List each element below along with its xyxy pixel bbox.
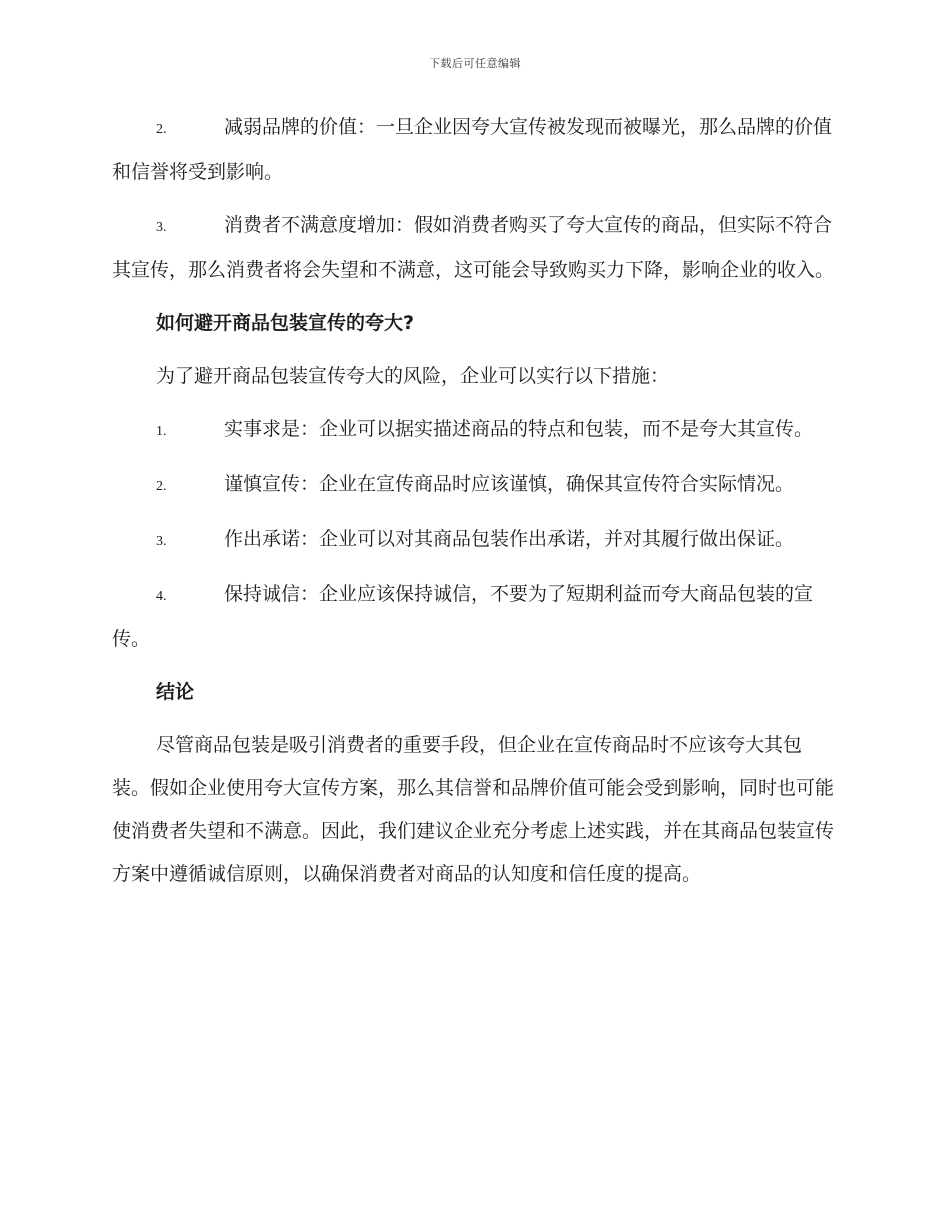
section-intro-paragraph: 为了避开商品包装宣传夸大的风险，企业可以实行以下措施：: [156, 365, 670, 387]
list-item-text: 谨慎宣传：企业在宣传商品时应该谨慎，确保其宣传符合实际情况。: [224, 473, 795, 495]
list-item-text: 实事求是：企业可以据实描述商品的特点和包装，而不是夸大其宣传。: [224, 418, 814, 440]
list-item-text: 保持诚信：企业应该保持诚信，不要为了短期利益而夸大商品包装的宣传。: [112, 583, 814, 650]
list-item-number: 1.: [156, 424, 167, 439]
list-item-text: 消费者不满意度增加：假如消费者购买了夸大宣传的商品，但实际不符合其宣传，那么消费者将会失望和不满意，这可能会导致购买力下降，影响企业的收入。: [112, 214, 835, 281]
section-heading: 如何避开商品包装宣传的夸大?: [156, 312, 415, 334]
list-item-number: 3.: [156, 220, 167, 235]
page-header: 下载后可任意编辑: [429, 57, 521, 70]
list-item: [112, 573, 834, 661]
list-item-number: 3.: [156, 534, 167, 549]
list-item: [112, 106, 834, 194]
list-item: [112, 204, 834, 292]
list-item-text: 减弱品牌的价值：一旦企业因夸大宣传被发现而被曝光，那么品牌的价值和信誉将受到影响。: [112, 116, 833, 183]
list-item: [112, 518, 834, 563]
list-item-text: 作出承诺：企业可以对其商品包装作出承诺，并对其履行做出保证。: [224, 528, 795, 550]
list-item-number: 2.: [156, 122, 167, 137]
list-item: [112, 408, 834, 453]
list-item-number: 2.: [156, 479, 167, 494]
list-item-number: 4.: [156, 589, 167, 604]
conclusion-heading: 结论: [156, 681, 195, 703]
conclusion-paragraph: 尽管商品包装是吸引消费者的重要手段，但企业在宣传商品时不应该夸大其包装。假如企业使用夸大宣传方案，那么其信誉和品牌价值可能会受到影响，同时也可能使消费者失望和不满意。因此，我们建议企业充分考虑上述实践，并在其商品包装宣传方案中遵循诚信原则，以确保消费者对商品的认知度和信任度的提高。: [112, 734, 835, 885]
list-item: [112, 463, 834, 508]
document-body: [112, 106, 834, 906]
